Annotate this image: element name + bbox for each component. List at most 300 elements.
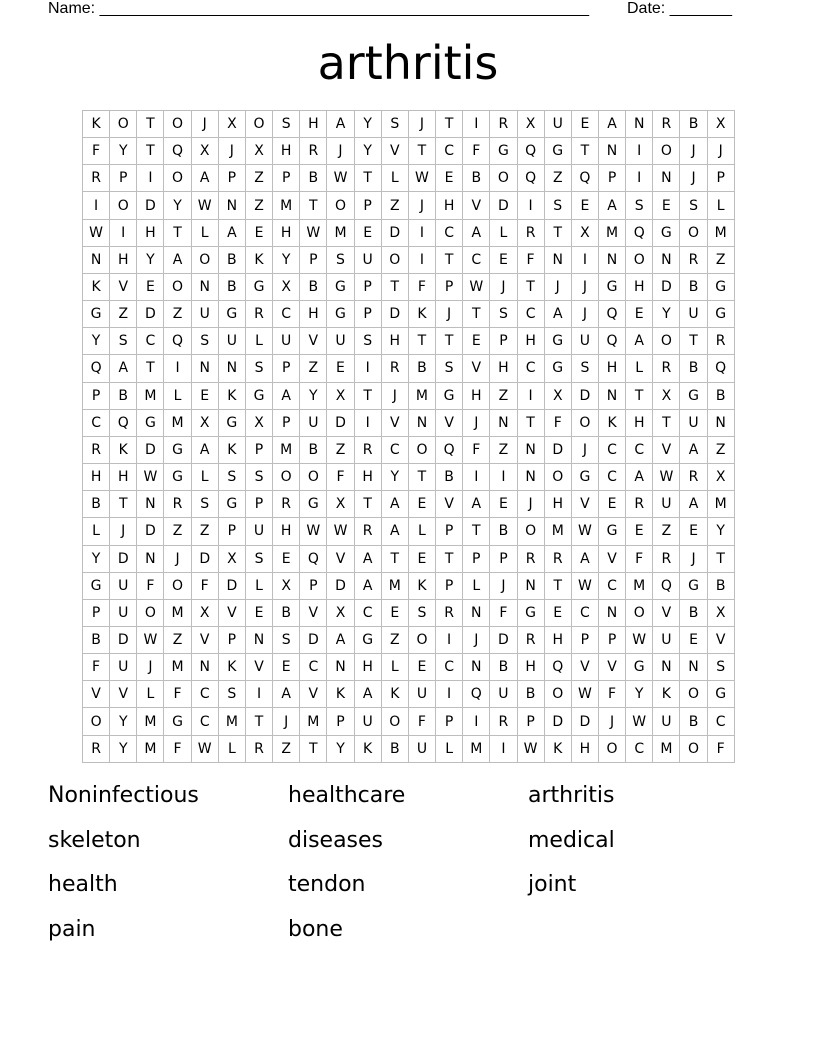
grid-cell[interactable]: N — [599, 383, 626, 410]
grid-cell[interactable]: D — [219, 573, 246, 600]
grid-cell[interactable]: G — [708, 274, 735, 301]
grid-cell[interactable]: T — [572, 138, 599, 165]
grid-cell[interactable]: Q — [164, 138, 191, 165]
grid-cell[interactable]: N — [599, 247, 626, 274]
grid-cell[interactable]: Q — [545, 654, 572, 681]
grid-cell[interactable]: J — [219, 138, 246, 165]
grid-cell[interactable]: X — [545, 383, 572, 410]
grid-cell[interactable]: E — [273, 654, 300, 681]
grid-cell[interactable]: E — [653, 192, 680, 219]
grid-cell[interactable]: E — [382, 600, 409, 627]
grid-cell[interactable]: P — [436, 518, 463, 545]
grid-cell[interactable]: E — [680, 627, 707, 654]
grid-cell[interactable]: N — [327, 654, 354, 681]
grid-cell[interactable]: A — [599, 111, 626, 138]
grid-cell[interactable]: T — [355, 491, 382, 518]
grid-cell[interactable]: R — [490, 708, 517, 735]
grid-cell[interactable]: U — [653, 627, 680, 654]
grid-cell[interactable]: Z — [382, 627, 409, 654]
grid-cell[interactable]: J — [680, 138, 707, 165]
grid-cell[interactable]: G — [83, 301, 110, 328]
grid-cell[interactable]: Y — [164, 192, 191, 219]
grid-cell[interactable]: Z — [164, 301, 191, 328]
grid-cell[interactable]: O — [680, 736, 707, 763]
grid-cell[interactable]: I — [490, 736, 517, 763]
grid-cell[interactable]: T — [110, 491, 137, 518]
grid-cell[interactable]: K — [83, 274, 110, 301]
grid-cell[interactable]: M — [463, 736, 490, 763]
grid-cell[interactable]: Z — [246, 165, 273, 192]
grid-cell[interactable]: P — [83, 600, 110, 627]
grid-cell[interactable]: W — [192, 192, 219, 219]
grid-cell[interactable]: T — [382, 546, 409, 573]
grid-cell[interactable]: H — [626, 274, 653, 301]
grid-cell[interactable]: Z — [300, 355, 327, 382]
grid-cell[interactable]: X — [653, 383, 680, 410]
grid-cell[interactable]: D — [137, 518, 164, 545]
grid-cell[interactable]: T — [137, 111, 164, 138]
grid-cell[interactable]: H — [599, 355, 626, 382]
grid-cell[interactable]: U — [110, 600, 137, 627]
grid-cell[interactable]: D — [382, 301, 409, 328]
grid-cell[interactable]: U — [490, 681, 517, 708]
grid-cell[interactable]: J — [436, 301, 463, 328]
grid-cell[interactable]: O — [164, 573, 191, 600]
grid-cell[interactable]: A — [572, 546, 599, 573]
grid-cell[interactable]: V — [110, 681, 137, 708]
grid-cell[interactable]: G — [680, 383, 707, 410]
grid-cell[interactable]: T — [137, 355, 164, 382]
grid-cell[interactable]: W — [626, 708, 653, 735]
grid-cell[interactable]: C — [83, 410, 110, 437]
grid-cell[interactable]: P — [300, 247, 327, 274]
grid-cell[interactable]: O — [599, 736, 626, 763]
grid-cell[interactable]: O — [572, 410, 599, 437]
grid-cell[interactable]: B — [83, 491, 110, 518]
grid-cell[interactable]: I — [490, 464, 517, 491]
grid-cell[interactable]: J — [382, 383, 409, 410]
grid-cell[interactable]: A — [192, 165, 219, 192]
grid-cell[interactable]: Z — [545, 165, 572, 192]
grid-cell[interactable]: J — [680, 165, 707, 192]
grid-cell[interactable]: V — [192, 627, 219, 654]
grid-cell[interactable]: F — [463, 437, 490, 464]
grid-cell[interactable]: C — [599, 437, 626, 464]
name-field-label[interactable]: Name: _______________________________________________________ — [48, 0, 589, 17]
grid-cell[interactable]: M — [273, 192, 300, 219]
grid-cell[interactable]: Z — [490, 437, 517, 464]
grid-cell[interactable]: R — [653, 111, 680, 138]
grid-cell[interactable]: H — [273, 220, 300, 247]
grid-cell[interactable]: L — [164, 383, 191, 410]
grid-cell[interactable]: Z — [110, 301, 137, 328]
grid-cell[interactable]: D — [572, 383, 599, 410]
grid-cell[interactable]: I — [409, 220, 436, 247]
grid-cell[interactable]: Y — [300, 383, 327, 410]
grid-cell[interactable]: X — [572, 220, 599, 247]
grid-cell[interactable]: G — [708, 301, 735, 328]
grid-cell[interactable]: N — [518, 464, 545, 491]
grid-cell[interactable]: O — [110, 111, 137, 138]
grid-cell[interactable]: R — [545, 546, 572, 573]
grid-cell[interactable]: T — [300, 192, 327, 219]
grid-cell[interactable]: J — [490, 573, 517, 600]
grid-cell[interactable]: S — [680, 192, 707, 219]
grid-cell[interactable]: N — [192, 654, 219, 681]
grid-cell[interactable]: A — [219, 220, 246, 247]
grid-cell[interactable]: B — [490, 654, 517, 681]
grid-cell[interactable]: T — [463, 518, 490, 545]
grid-cell[interactable]: R — [246, 736, 273, 763]
grid-cell[interactable]: V — [327, 546, 354, 573]
grid-cell[interactable]: F — [83, 654, 110, 681]
grid-cell[interactable]: V — [599, 654, 626, 681]
grid-cell[interactable]: X — [246, 410, 273, 437]
grid-cell[interactable]: T — [300, 736, 327, 763]
grid-cell[interactable]: W — [409, 165, 436, 192]
grid-cell[interactable]: O — [680, 220, 707, 247]
grid-cell[interactable]: S — [273, 111, 300, 138]
grid-cell[interactable]: G — [680, 573, 707, 600]
grid-cell[interactable]: G — [545, 328, 572, 355]
grid-cell[interactable]: P — [246, 491, 273, 518]
grid-cell[interactable]: P — [599, 627, 626, 654]
grid-cell[interactable]: K — [409, 573, 436, 600]
grid-cell[interactable]: P — [463, 546, 490, 573]
grid-cell[interactable]: P — [518, 708, 545, 735]
grid-cell[interactable]: E — [680, 518, 707, 545]
grid-cell[interactable]: J — [164, 546, 191, 573]
grid-cell[interactable]: S — [409, 600, 436, 627]
grid-cell[interactable]: U — [409, 736, 436, 763]
grid-cell[interactable]: G — [599, 518, 626, 545]
grid-cell[interactable]: G — [300, 491, 327, 518]
grid-cell[interactable]: S — [436, 355, 463, 382]
grid-cell[interactable]: H — [518, 328, 545, 355]
grid-cell[interactable]: O — [545, 681, 572, 708]
grid-cell[interactable]: K — [83, 111, 110, 138]
grid-cell[interactable]: U — [680, 410, 707, 437]
grid-cell[interactable]: L — [382, 165, 409, 192]
grid-cell[interactable]: S — [273, 627, 300, 654]
grid-cell[interactable]: G — [164, 708, 191, 735]
grid-cell[interactable]: E — [137, 274, 164, 301]
grid-cell[interactable]: E — [545, 600, 572, 627]
grid-cell[interactable]: A — [273, 383, 300, 410]
grid-cell[interactable]: D — [110, 627, 137, 654]
grid-cell[interactable]: O — [164, 165, 191, 192]
grid-cell[interactable]: J — [680, 546, 707, 573]
grid-cell[interactable]: Z — [273, 736, 300, 763]
grid-cell[interactable]: I — [355, 355, 382, 382]
grid-cell[interactable]: W — [300, 220, 327, 247]
grid-cell[interactable]: R — [83, 165, 110, 192]
grid-cell[interactable]: R — [436, 600, 463, 627]
grid-cell[interactable]: A — [273, 681, 300, 708]
grid-cell[interactable]: C — [626, 736, 653, 763]
grid-cell[interactable]: J — [545, 274, 572, 301]
grid-cell[interactable]: I — [436, 681, 463, 708]
grid-cell[interactable]: Y — [653, 301, 680, 328]
grid-cell[interactable]: G — [327, 274, 354, 301]
grid-cell[interactable]: J — [409, 192, 436, 219]
grid-cell[interactable]: T — [409, 138, 436, 165]
grid-cell[interactable]: H — [490, 355, 517, 382]
grid-cell[interactable]: T — [626, 383, 653, 410]
grid-cell[interactable]: P — [572, 627, 599, 654]
grid-cell[interactable]: D — [490, 192, 517, 219]
grid-cell[interactable]: B — [382, 736, 409, 763]
grid-cell[interactable]: T — [382, 274, 409, 301]
grid-cell[interactable]: J — [137, 654, 164, 681]
grid-cell[interactable]: H — [300, 111, 327, 138]
grid-cell[interactable]: H — [137, 220, 164, 247]
grid-cell[interactable]: D — [653, 274, 680, 301]
grid-cell[interactable]: C — [436, 220, 463, 247]
grid-cell[interactable]: S — [708, 654, 735, 681]
grid-cell[interactable]: T — [355, 165, 382, 192]
grid-cell[interactable]: I — [518, 383, 545, 410]
grid-cell[interactable]: N — [463, 600, 490, 627]
grid-cell[interactable]: R — [83, 736, 110, 763]
grid-cell[interactable]: F — [409, 708, 436, 735]
grid-cell[interactable]: Q — [653, 573, 680, 600]
grid-cell[interactable]: C — [463, 247, 490, 274]
grid-cell[interactable]: Y — [110, 708, 137, 735]
grid-cell[interactable]: I — [355, 410, 382, 437]
grid-cell[interactable]: D — [545, 708, 572, 735]
grid-cell[interactable]: Q — [518, 165, 545, 192]
grid-cell[interactable]: B — [300, 165, 327, 192]
grid-cell[interactable]: F — [708, 736, 735, 763]
grid-cell[interactable]: R — [680, 464, 707, 491]
grid-cell[interactable]: B — [300, 274, 327, 301]
grid-cell[interactable]: X — [273, 573, 300, 600]
grid-cell[interactable]: E — [626, 301, 653, 328]
grid-cell[interactable]: M — [137, 383, 164, 410]
grid-cell[interactable]: R — [653, 546, 680, 573]
grid-cell[interactable]: W — [137, 464, 164, 491]
grid-cell[interactable]: H — [545, 491, 572, 518]
grid-cell[interactable]: B — [490, 518, 517, 545]
grid-cell[interactable]: Z — [192, 518, 219, 545]
grid-cell[interactable]: P — [490, 328, 517, 355]
grid-cell[interactable]: H — [110, 247, 137, 274]
grid-cell[interactable]: A — [463, 220, 490, 247]
grid-cell[interactable]: U — [327, 328, 354, 355]
grid-cell[interactable]: I — [518, 192, 545, 219]
grid-cell[interactable]: N — [192, 274, 219, 301]
date-field-label[interactable]: Date: _______ — [627, 0, 732, 17]
grid-cell[interactable]: X — [518, 111, 545, 138]
grid-cell[interactable]: M — [382, 573, 409, 600]
grid-cell[interactable]: P — [300, 573, 327, 600]
grid-cell[interactable]: B — [680, 274, 707, 301]
grid-cell[interactable]: P — [219, 165, 246, 192]
grid-cell[interactable]: V — [653, 600, 680, 627]
grid-cell[interactable]: E — [246, 600, 273, 627]
grid-cell[interactable]: J — [572, 274, 599, 301]
grid-cell[interactable]: A — [355, 573, 382, 600]
grid-cell[interactable]: B — [680, 600, 707, 627]
grid-cell[interactable]: S — [110, 328, 137, 355]
grid-cell[interactable]: U — [219, 328, 246, 355]
grid-cell[interactable]: G — [246, 383, 273, 410]
grid-cell[interactable]: I — [463, 111, 490, 138]
grid-cell[interactable]: O — [164, 274, 191, 301]
grid-cell[interactable]: Q — [599, 328, 626, 355]
grid-cell[interactable]: M — [626, 573, 653, 600]
grid-cell[interactable]: H — [273, 518, 300, 545]
grid-cell[interactable]: D — [490, 627, 517, 654]
grid-cell[interactable]: V — [708, 627, 735, 654]
grid-cell[interactable]: T — [137, 138, 164, 165]
grid-cell[interactable]: S — [246, 355, 273, 382]
grid-cell[interactable]: K — [219, 654, 246, 681]
grid-cell[interactable]: O — [300, 464, 327, 491]
grid-cell[interactable]: O — [518, 518, 545, 545]
grid-cell[interactable]: P — [246, 437, 273, 464]
grid-cell[interactable]: Z — [164, 627, 191, 654]
grid-cell[interactable]: X — [327, 491, 354, 518]
grid-cell[interactable]: F — [545, 410, 572, 437]
grid-cell[interactable]: T — [708, 546, 735, 573]
grid-cell[interactable]: T — [518, 410, 545, 437]
grid-cell[interactable]: F — [137, 573, 164, 600]
grid-cell[interactable]: J — [409, 111, 436, 138]
grid-cell[interactable]: E — [626, 518, 653, 545]
grid-cell[interactable]: S — [246, 464, 273, 491]
grid-cell[interactable]: F — [409, 274, 436, 301]
grid-cell[interactable]: O — [653, 138, 680, 165]
grid-cell[interactable]: Y — [83, 546, 110, 573]
grid-cell[interactable]: C — [708, 708, 735, 735]
grid-cell[interactable]: E — [246, 220, 273, 247]
grid-cell[interactable]: G — [246, 274, 273, 301]
grid-cell[interactable]: Z — [708, 247, 735, 274]
grid-cell[interactable]: C — [436, 138, 463, 165]
grid-cell[interactable]: A — [626, 464, 653, 491]
grid-cell[interactable]: M — [708, 491, 735, 518]
grid-cell[interactable]: T — [545, 220, 572, 247]
grid-cell[interactable]: N — [680, 654, 707, 681]
grid-cell[interactable]: L — [626, 355, 653, 382]
grid-cell[interactable]: T — [436, 546, 463, 573]
grid-cell[interactable]: N — [219, 355, 246, 382]
grid-cell[interactable]: E — [355, 220, 382, 247]
grid-cell[interactable]: A — [463, 491, 490, 518]
grid-cell[interactable]: P — [219, 627, 246, 654]
grid-cell[interactable]: T — [355, 383, 382, 410]
grid-cell[interactable]: U — [192, 301, 219, 328]
grid-cell[interactable]: J — [192, 111, 219, 138]
grid-cell[interactable]: V — [300, 600, 327, 627]
grid-cell[interactable]: S — [382, 111, 409, 138]
grid-cell[interactable]: N — [653, 165, 680, 192]
grid-cell[interactable]: Y — [327, 736, 354, 763]
grid-cell[interactable]: M — [708, 220, 735, 247]
grid-cell[interactable]: P — [490, 546, 517, 573]
grid-cell[interactable]: B — [680, 355, 707, 382]
grid-cell[interactable]: M — [653, 736, 680, 763]
grid-cell[interactable]: Z — [708, 437, 735, 464]
grid-cell[interactable]: M — [545, 518, 572, 545]
grid-cell[interactable]: X — [708, 600, 735, 627]
grid-cell[interactable]: O — [626, 247, 653, 274]
grid-cell[interactable]: L — [192, 220, 219, 247]
grid-cell[interactable]: K — [327, 681, 354, 708]
grid-cell[interactable]: O — [137, 600, 164, 627]
grid-cell[interactable]: Y — [355, 138, 382, 165]
grid-cell[interactable]: H — [382, 328, 409, 355]
grid-cell[interactable]: T — [436, 328, 463, 355]
grid-cell[interactable]: L — [463, 573, 490, 600]
grid-cell[interactable]: A — [599, 192, 626, 219]
grid-cell[interactable]: V — [110, 274, 137, 301]
grid-cell[interactable]: P — [273, 410, 300, 437]
grid-cell[interactable]: B — [110, 383, 137, 410]
grid-cell[interactable]: S — [327, 247, 354, 274]
grid-cell[interactable]: N — [518, 573, 545, 600]
grid-cell[interactable]: K — [382, 681, 409, 708]
grid-cell[interactable]: W — [572, 573, 599, 600]
grid-cell[interactable]: V — [83, 681, 110, 708]
grid-cell[interactable]: J — [273, 708, 300, 735]
grid-cell[interactable]: G — [164, 437, 191, 464]
grid-cell[interactable]: B — [463, 165, 490, 192]
grid-cell[interactable]: Z — [653, 518, 680, 545]
grid-cell[interactable]: Z — [490, 383, 517, 410]
grid-cell[interactable]: X — [327, 383, 354, 410]
grid-cell[interactable]: O — [327, 192, 354, 219]
grid-cell[interactable]: E — [409, 654, 436, 681]
grid-cell[interactable]: P — [355, 274, 382, 301]
grid-cell[interactable]: Y — [110, 736, 137, 763]
grid-cell[interactable]: P — [219, 518, 246, 545]
grid-cell[interactable]: K — [246, 247, 273, 274]
grid-cell[interactable]: H — [273, 138, 300, 165]
grid-cell[interactable]: J — [490, 274, 517, 301]
grid-cell[interactable]: T — [680, 328, 707, 355]
grid-cell[interactable]: F — [599, 681, 626, 708]
grid-cell[interactable]: H — [545, 627, 572, 654]
grid-cell[interactable]: G — [572, 464, 599, 491]
grid-cell[interactable]: D — [137, 437, 164, 464]
grid-cell[interactable]: X — [273, 274, 300, 301]
grid-cell[interactable]: B — [219, 274, 246, 301]
grid-cell[interactable]: N — [653, 247, 680, 274]
grid-cell[interactable]: D — [137, 301, 164, 328]
grid-cell[interactable]: G — [436, 383, 463, 410]
grid-cell[interactable]: S — [626, 192, 653, 219]
grid-cell[interactable]: V — [382, 138, 409, 165]
grid-cell[interactable]: B — [680, 708, 707, 735]
grid-cell[interactable]: T — [409, 328, 436, 355]
grid-cell[interactable]: E — [490, 247, 517, 274]
grid-cell[interactable]: C — [599, 464, 626, 491]
grid-cell[interactable]: C — [300, 654, 327, 681]
grid-cell[interactable]: E — [436, 165, 463, 192]
grid-cell[interactable]: X — [192, 410, 219, 437]
grid-cell[interactable]: G — [545, 138, 572, 165]
grid-cell[interactable]: E — [572, 111, 599, 138]
grid-cell[interactable]: T — [409, 464, 436, 491]
grid-cell[interactable]: F — [518, 247, 545, 274]
grid-cell[interactable]: V — [219, 600, 246, 627]
grid-cell[interactable]: I — [409, 247, 436, 274]
grid-cell[interactable]: U — [653, 708, 680, 735]
grid-cell[interactable]: D — [110, 546, 137, 573]
